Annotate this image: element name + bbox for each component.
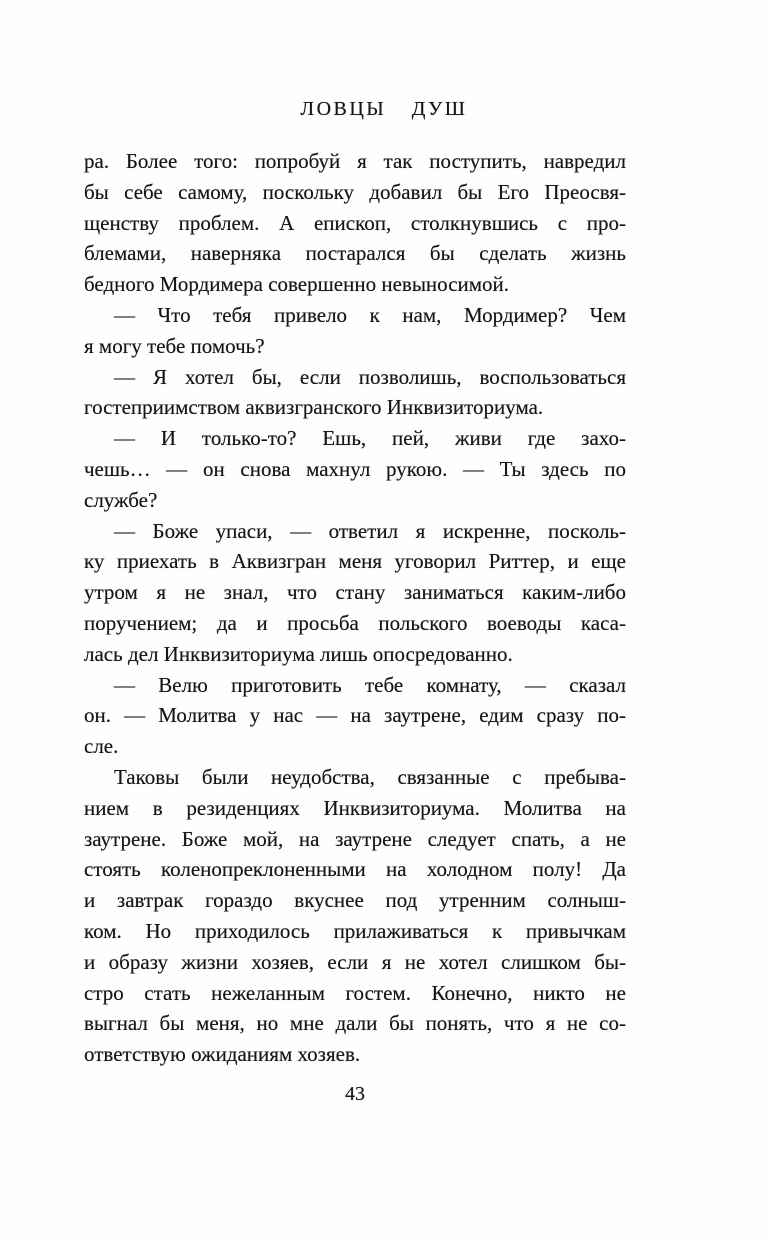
- text-line: чешь… — он снова махнул рукою. — Ты здесь по: [84, 456, 626, 481]
- paragraph: [84, 762, 626, 1070]
- paragraph: [84, 362, 626, 424]
- text-line: ком. Но приходилось прилаживаться к привычкам: [84, 918, 626, 943]
- text-line: нием в резиденциях Инквизиториума. Молитва на: [84, 795, 626, 820]
- paragraph: [84, 423, 626, 515]
- text-line: выгнал бы меня, но мне дали бы понять, что я не со-: [84, 1011, 626, 1036]
- text-line: — Что тебя привело к нам, Мордимер? Чем: [114, 302, 626, 327]
- text-line: ку приехать в Аквизгран меня уговорил Риттер, и еще: [84, 549, 626, 574]
- paragraph: [84, 516, 626, 670]
- paragraph: [84, 670, 626, 762]
- text-line: — Боже упаси, — ответил я искренне, посколь-: [114, 518, 626, 543]
- text-line: и завтрак гораздо вкуснее под утренним солныш-: [84, 888, 626, 913]
- text-line: сле.: [84, 734, 119, 759]
- paragraph: [84, 146, 626, 300]
- text-line: — Велю приготовить тебе комнату, — сказал: [114, 672, 626, 697]
- text-line: я могу тебе помочь?: [84, 333, 265, 358]
- text-line: — Я хотел бы, если позволишь, воспользоваться: [114, 364, 626, 389]
- text-line: стро стать нежеланным гостем. Конечно, никто не: [84, 980, 626, 1005]
- text-line: поручением; да и просьба польского воеводы каса-: [84, 610, 626, 635]
- text-line: заутрене. Боже мой, на заутрене следует спать, а не: [84, 826, 626, 851]
- text-line: щенству проблем. А епископ, столкнувшись с про-: [84, 210, 626, 235]
- page-body: [84, 146, 626, 1070]
- text-line: стоять коленопреклоненными на холодном полу! Да: [84, 857, 626, 882]
- text-line: ра. Более того: попробуй я так поступить, навредил: [84, 149, 626, 173]
- text-line: лась дел Инквизиториума лишь опосредованно.: [84, 641, 513, 666]
- text-line: и образу жизни хозяев, если я не хотел слишком бы-: [84, 949, 626, 974]
- text-line: блемами, наверняка постарался бы сделать жизнь: [84, 241, 626, 266]
- page-number: 43: [345, 1083, 365, 1105]
- text-line: утром я не знал, что стану заниматься каким-либо: [84, 580, 626, 605]
- running-header: ЛОВЦЫ ДУШ: [300, 98, 468, 120]
- text-line: — И только-то? Ешь, пей, живи где захо-: [114, 426, 626, 451]
- text-line: гостеприимством аквизгранского Инквизиториума.: [84, 395, 544, 420]
- paragraph: [84, 300, 626, 362]
- text-line: он. — Молитва у нас — на заутрене, едим сразу по-: [84, 703, 626, 728]
- text-line: бедного Мордимера совершенно невыносимой.: [84, 272, 510, 297]
- text-line: бы себе самому, поскольку добавил бы Его Преосвя-: [84, 179, 626, 204]
- text-line: ответствую ожиданиям хозяев.: [84, 1042, 361, 1067]
- text-line: Таковы были неудобства, связанные с пребыва-: [114, 764, 626, 789]
- text-line: службе?: [84, 487, 158, 512]
